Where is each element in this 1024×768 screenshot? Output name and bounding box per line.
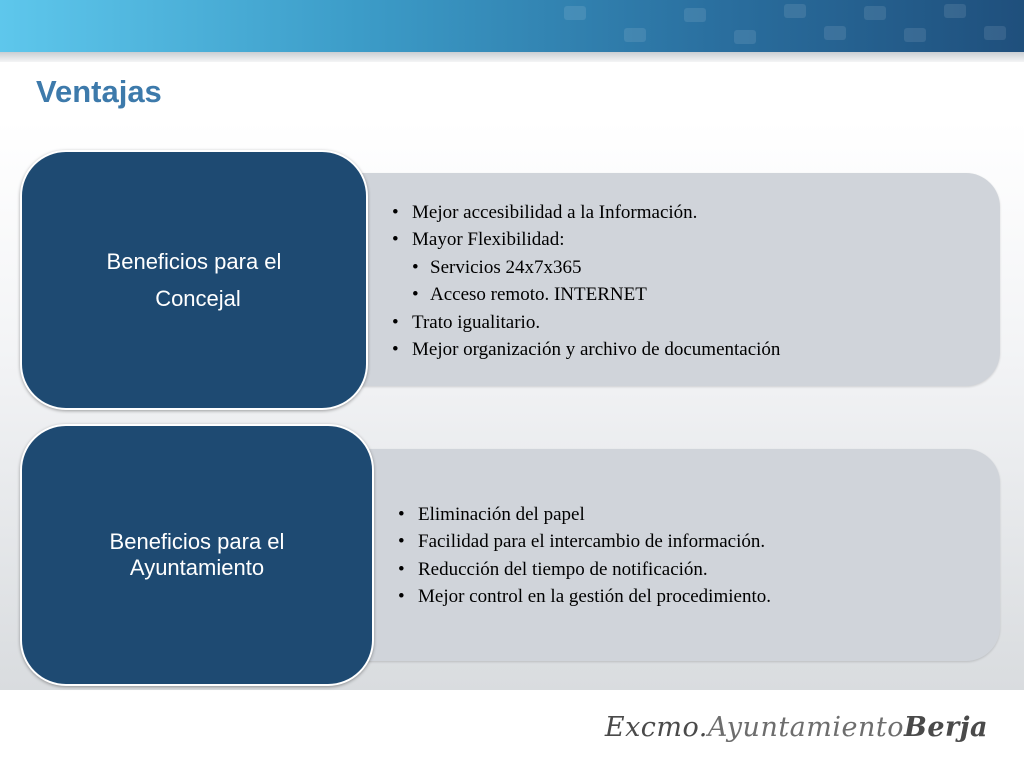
- sub-list-item: • Servicios 24x7x365: [410, 254, 780, 281]
- banner-tile: [734, 30, 756, 44]
- benefits-list-concejal: [390, 199, 780, 363]
- list-item: • Trato igualitario.: [390, 309, 780, 336]
- list-item: • Eliminación del papel: [396, 501, 771, 528]
- logo-text-berja: Berja: [904, 712, 988, 743]
- section-label-line: Beneficios para el: [109, 529, 285, 554]
- section-label-line: Concejal: [155, 286, 241, 311]
- header-banner: [0, 0, 1024, 52]
- list-item: • Mejor control en la gestión del procedimiento.: [396, 583, 771, 610]
- list-item: • Facilidad para el intercambio de información.: [396, 528, 771, 555]
- banner-tile: [824, 26, 846, 40]
- banner-shadow: [0, 52, 1024, 62]
- sub-list-item: • Acceso remoto. INTERNET: [410, 281, 780, 308]
- banner-tile: [904, 28, 926, 42]
- section-label-ayuntamiento: [20, 424, 374, 686]
- banner-tile: [864, 6, 886, 20]
- list-item: • Mejor accesibilidad a la Información.: [390, 199, 780, 226]
- slide-title: Ventajas: [36, 74, 162, 109]
- banner-tile: [624, 28, 646, 42]
- benefits-list-ayuntamiento: [396, 501, 771, 611]
- banner-tile: [564, 6, 586, 20]
- footer-logo: [605, 712, 988, 743]
- banner-tile: [984, 26, 1006, 40]
- banner-tile: [944, 4, 966, 18]
- logo-text-ayuntamiento: Ayuntamiento: [707, 712, 904, 743]
- section-label-line: Ayuntamiento: [129, 555, 265, 580]
- section-label-concejal: [20, 150, 368, 410]
- list-item: • Reducción del tiempo de notificación.: [396, 556, 771, 583]
- list-item: • Mayor Flexibilidad:: [390, 226, 780, 253]
- banner-pattern: [504, 0, 1024, 52]
- banner-tile: [684, 8, 706, 22]
- list-item: • Mejor organización y archivo de documentación: [390, 336, 780, 363]
- banner-tile: [784, 4, 806, 18]
- logo-text-excmo: Excmo.: [604, 712, 708, 743]
- section-label-line: Beneficios para el: [106, 249, 282, 274]
